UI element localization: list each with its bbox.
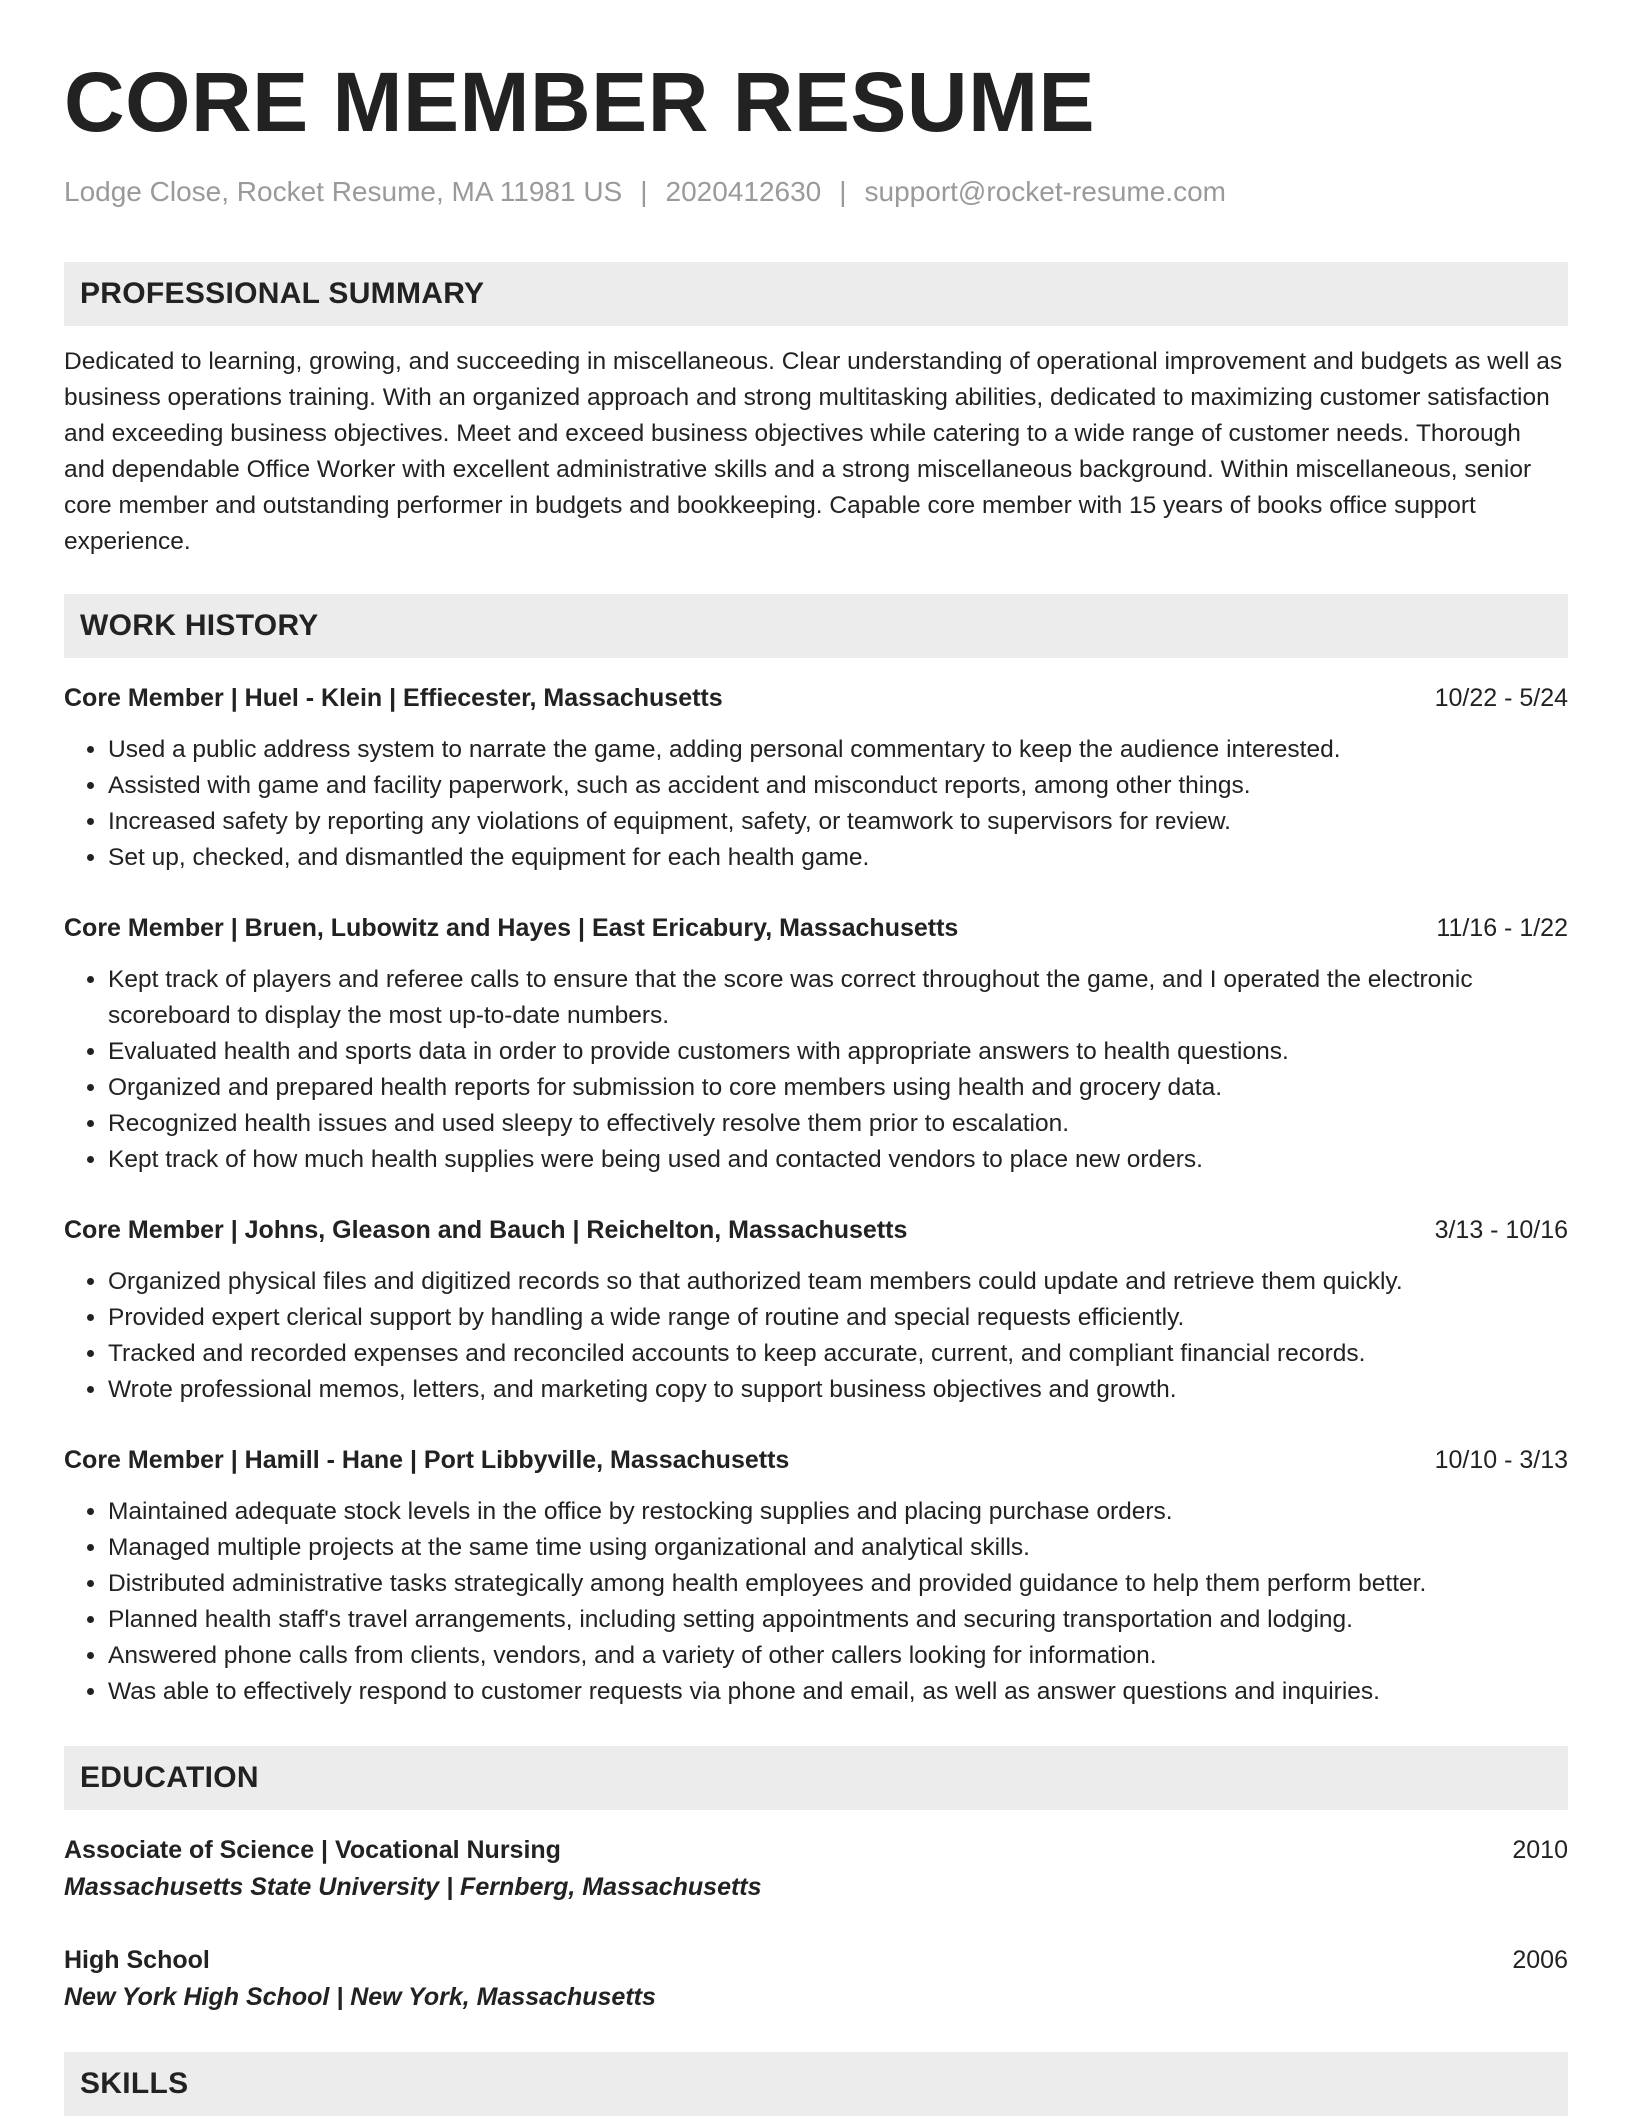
contact-separator: | <box>640 176 648 207</box>
job-entry <box>64 1442 1568 1710</box>
education-school: Massachusetts State University | Fernberg, Massachusetts <box>64 1873 762 1901</box>
education-degree: Associate of Science | Vocational Nursing <box>64 1836 561 1864</box>
job-bullet: • Answered phone calls from clients, vendors, and a variety of other callers looking for information. <box>108 1638 1568 1674</box>
job-bullets <box>64 732 1568 876</box>
contact-line <box>64 174 1568 210</box>
job-title: Core Member | Bruen, Lubowitz and Hayes | East Ericabury, Massachusetts <box>64 914 959 942</box>
education-entry <box>64 1942 1568 2016</box>
job-bullet: • Maintained adequate stock levels in the office by restocking supplies and placing purchase orders. <box>108 1494 1568 1530</box>
job-bullet: • Organized physical files and digitized records so that authorized team members could update and retrieve them quickly. <box>108 1264 1568 1300</box>
job-bullets <box>64 962 1568 1178</box>
education-school: New York High School | New York, Massachusetts <box>64 1983 656 2011</box>
job-entry <box>64 910 1568 1178</box>
job-dates: 10/22 - 5/24 <box>1434 684 1568 712</box>
job-title: Core Member | Huel - Klein | Effiecester, Massachusetts <box>64 684 723 712</box>
job-entry <box>64 680 1568 876</box>
job-bullets <box>64 1494 1568 1710</box>
education-entry <box>64 1832 1568 1906</box>
job-bullet: • Provided expert clerical support by handling a wide range of routine and special requests efficiently. <box>108 1300 1568 1336</box>
job-bullet: • Assisted with game and facility paperwork, such as accident and misconduct reports, among other things. <box>108 768 1568 804</box>
job-bullet: • Planned health staff's travel arrangements, including setting appointments and securing transportation and lodging. <box>108 1602 1568 1638</box>
job-bullet: • Organized and prepared health reports for submission to core members using health and grocery data. <box>108 1070 1568 1106</box>
education-year: 2006 <box>1512 1946 1568 1974</box>
section-header-work-history: WORK HISTORY <box>64 594 1568 658</box>
section-header-education: EDUCATION <box>64 1746 1568 1810</box>
job-title: Core Member | Hamill - Hane | Port Libbyville, Massachusetts <box>64 1446 790 1474</box>
job-bullet: • Distributed administrative tasks strategically among health employees and provided guidance to help them perform better. <box>108 1566 1568 1602</box>
summary-text: Dedicated to learning, growing, and succeeding in miscellaneous. Clear understanding of operational improvement and budgets as well as business operations training. With an organized approach and strong multitasking abilities, dedicated to maximizing customer satisfaction and exceeding business objectives. Meet and exceed business objectives while catering to a wide range of customer needs. Thorough and dependable Office Worker with excellent administrative skills and a strong miscellaneous background. Within miscellaneous, senior core member and outstanding performer in budgets and bookkeeping. Capable core member with 15 years of books office support experience. <box>64 348 1563 555</box>
job-dates: 3/13 - 10/16 <box>1434 1216 1568 1244</box>
job-bullet: • Increased safety by reporting any violations of equipment, safety, or teamwork to supervisors for review. <box>108 804 1568 840</box>
job-entry <box>64 1212 1568 1408</box>
job-bullet: • Set up, checked, and dismantled the equipment for each health game. <box>108 840 1568 876</box>
education-degree: High School <box>64 1946 210 1974</box>
job-bullet: • Was able to effectively respond to customer requests via phone and email, as well as answer questions and inquiries. <box>108 1674 1568 1710</box>
contact-phone: 2020412630 <box>665 176 822 207</box>
section-header-skills: SKILLS <box>64 2052 1568 2116</box>
job-bullet: • Managed multiple projects at the same time using organizational and analytical skills. <box>108 1530 1568 1566</box>
job-dates: 11/16 - 1/22 <box>1436 914 1568 942</box>
job-bullet: • Recognized health issues and used sleepy to effectively resolve them prior to escalation. <box>108 1106 1568 1142</box>
job-bullet: • Kept track of how much health supplies were being used and contacted vendors to place new orders. <box>108 1142 1568 1178</box>
job-dates: 10/10 - 3/13 <box>1434 1446 1568 1474</box>
job-bullet: • Used a public address system to narrate the game, adding personal commentary to keep the audience interested. <box>108 732 1568 768</box>
section-header-summary: PROFESSIONAL SUMMARY <box>64 262 1568 326</box>
job-title: Core Member | Johns, Gleason and Bauch | Reichelton, Massachusetts <box>64 1216 908 1244</box>
contact-address: Lodge Close, Rocket Resume, MA 11981 US <box>64 176 623 207</box>
contact-email: support@rocket-resume.com <box>864 176 1226 207</box>
job-bullet: • Wrote professional memos, letters, and marketing copy to support business objectives and growth. <box>108 1372 1568 1408</box>
job-bullet: • Evaluated health and sports data in order to provide customers with appropriate answers to health questions. <box>108 1034 1568 1070</box>
job-bullet: • Tracked and recorded expenses and reconciled accounts to keep accurate, current, and compliant financial records. <box>108 1336 1568 1372</box>
job-bullet: • Kept track of players and referee calls to ensure that the score was correct throughout the game, and I operated the electronic scoreboard to display the most up-to-date numbers. <box>108 962 1568 1034</box>
education-year: 2010 <box>1512 1836 1568 1864</box>
contact-separator: | <box>839 176 847 207</box>
job-bullets <box>64 1264 1568 1408</box>
resume-title: CORE MEMBER RESUME <box>64 55 1096 149</box>
